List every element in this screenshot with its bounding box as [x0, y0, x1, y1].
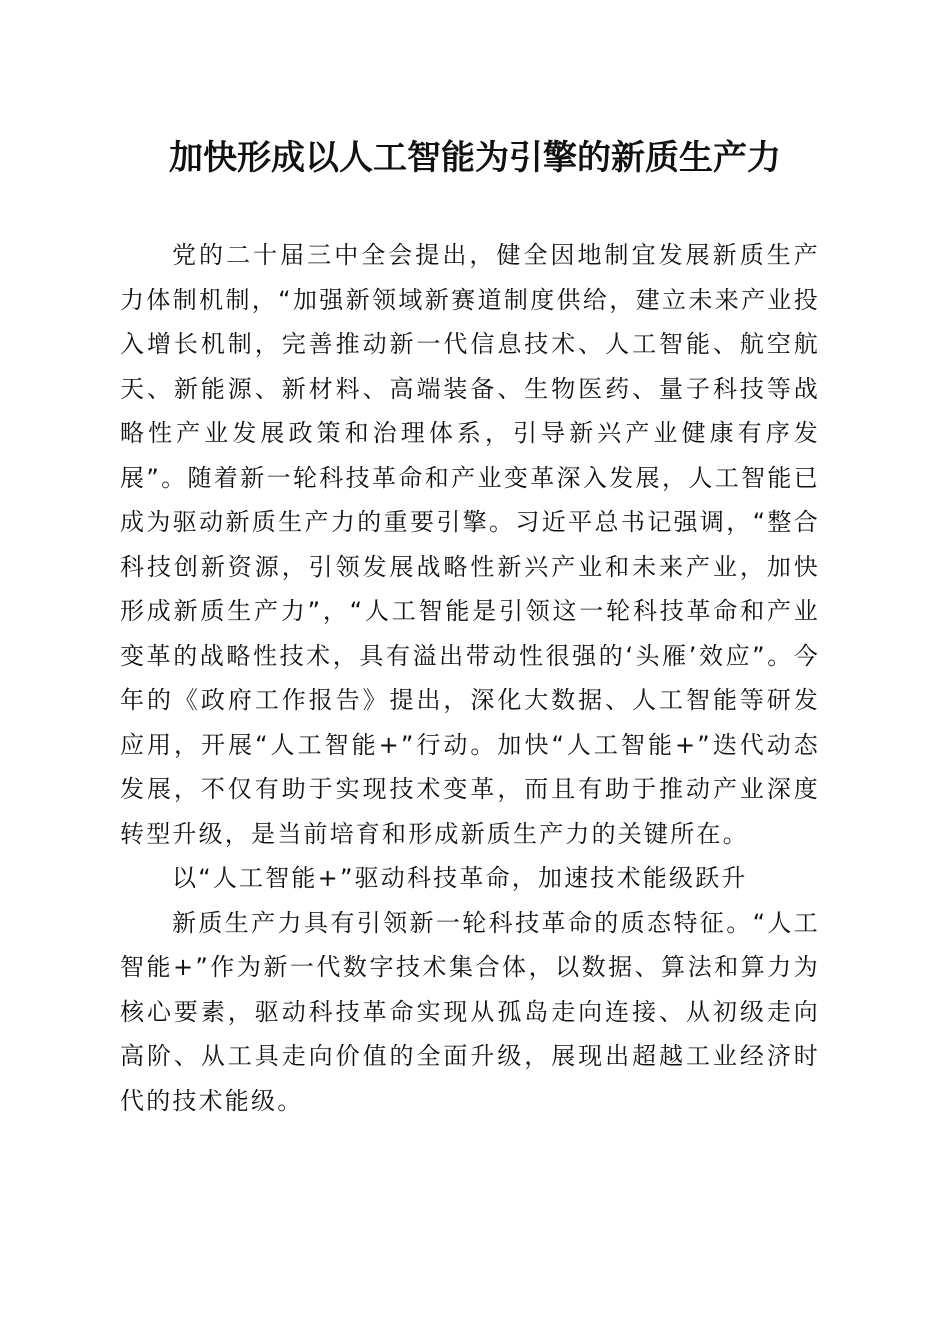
- paragraph-section-1: 新质生产力具有引领新一轮科技革命的质态特征。“人工智能+”作为新一代数字技术集合体，以数据、算法和算力为核心要素，驱动科技革命实现从孤岛走向连接、从初级走向高阶、从工具走向价值的全面升级，展现出超越工业经济时代的技术能级。: [120, 908, 820, 1115]
- document-title: 加快形成以人工智能为引擎的新质生产力: [169, 138, 781, 178]
- document-body: [120, 233, 820, 1123]
- paragraph-intro: 党的二十届三中全会提出，健全因地制宜发展新质生产力体制机制，“加强新领域新赛道制度供给，建立未来产业投入增长机制，完善推动新一代信息技术、人工智能、航空航天、新能源、新材料、高端装备、生物医药、量子科技等战略性产业发展政策和治理体系，引导新兴产业健康有序发展”。随着新一轮科技革命和产业变革深入发展，人工智能已成为驱动新质生产力的重要引擎。习近平总书记强调，“整合科技创新资源，引领发展战略性新兴产业和未来产业，加快形成新质生产力”，“人工智能是引领这一轮科技革命和产业变革的战略性技术，具有溢出带动性很强的‘头雁’效应”。今年的《政府工作报告》提出，深化大数据、人工智能等研发应用，开展“人工智能+”行动。加快“人工智能+”迭代动态发展，不仅有助于实现技术变革，而且有助于推动产业深度转型升级，是当前培育和形成新质生产力的关键所在。: [120, 241, 820, 848]
- section-heading: 以“人工智能+”驱动科技革命，加速技术能级跃升: [172, 864, 748, 892]
